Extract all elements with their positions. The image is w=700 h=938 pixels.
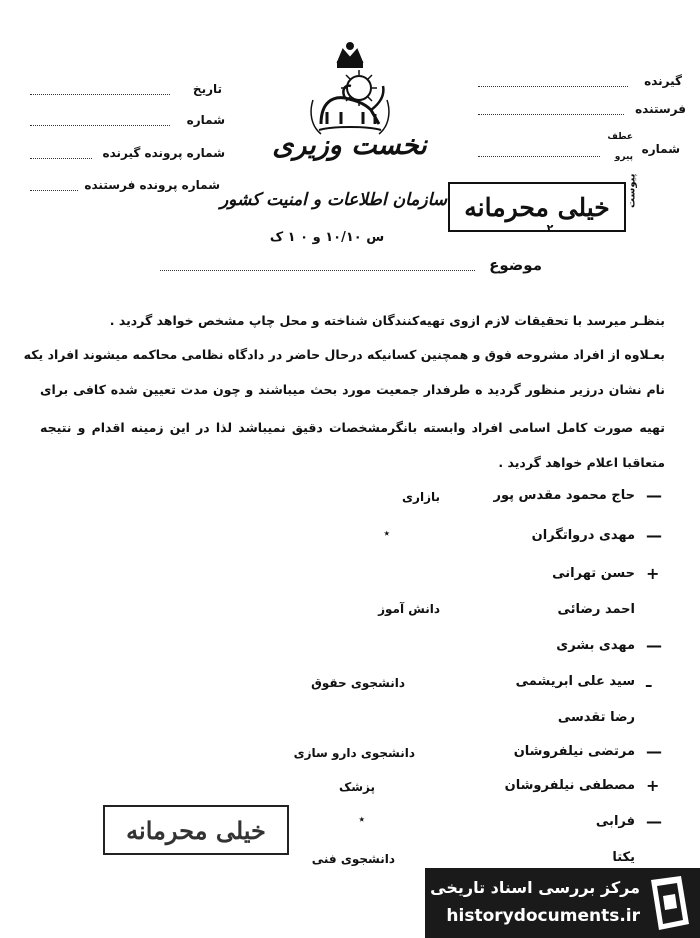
person-name: مهدی بشری <box>556 638 635 653</box>
person-name: مصطفی نیلفروشان <box>504 778 635 793</box>
history-documents-logo-icon <box>647 874 693 932</box>
person-name: احمد رضائی <box>557 602 635 617</box>
date-label: تاریخ <box>192 82 222 96</box>
number-line <box>478 156 600 157</box>
left-number-line <box>30 125 170 126</box>
number-label: شماره <box>641 142 680 156</box>
person-name: فرابی <box>595 814 635 829</box>
person-description: دانشجوی فنی <box>311 852 395 866</box>
subject-line <box>160 270 475 271</box>
organization-name: سازمان اطلاعات و امنیت کشور <box>219 190 447 210</box>
person-name: حسن تهرانی <box>552 566 635 581</box>
list-mark: + <box>646 776 660 795</box>
header-title: نخست وزیری <box>272 130 427 161</box>
person-name: رضا تقدسی <box>557 710 635 725</box>
list-mark: — <box>646 526 662 545</box>
person-name: یکتا <box>612 850 635 865</box>
recipient-label: گیرنده <box>644 74 682 88</box>
watermark-banner <box>425 868 700 938</box>
list-mark: — <box>646 812 662 831</box>
sender-line <box>478 114 624 115</box>
top-confidential-stamp <box>448 182 626 232</box>
attachment-label: پیوست <box>626 173 638 209</box>
body-line-1: بنظـر میرسد با تحقیقات لازم ازوی تهیه‌کنندگان شناخته و محل چاپ مشخص خواهد گردید . <box>109 313 665 328</box>
body-line-5: متعاقبا اعلام خواهد گردید . <box>498 455 665 470</box>
watermark-url: historydocuments.ir <box>446 906 640 926</box>
top-stamp-text: خیلی محرمانه <box>464 192 610 222</box>
list-mark: — <box>646 636 662 655</box>
person-description: ٭ <box>358 812 365 826</box>
date-line <box>30 94 170 95</box>
body-line-3: نام نشان درزیر منظور گردید ه طرفدار جمعیت مورد بحث میباشند و چون مدت تعیین شده کافی برای <box>40 382 665 397</box>
sender-label: فرستنده <box>635 102 686 116</box>
subject-label: موضوع <box>489 256 542 274</box>
person-name: مرتضی نیلفروشان <box>513 744 635 759</box>
bottom-stamp-text: خیلی محرمانه <box>126 815 266 845</box>
bottom-confidential-stamp <box>103 805 289 855</box>
person-description: دانش آموز <box>378 602 440 616</box>
list-mark: + <box>646 564 660 583</box>
body-line-2: بعـلاوه از افراد مشروحه فوق و همچنین کسانیکه درحال حاضر در دادگاه نظامی محاکمه میشوند افراد یکه <box>23 347 665 362</box>
stamp-number: ۲ <box>546 222 554 235</box>
person-description: بازاری <box>402 490 440 504</box>
number-sub-peyro: پیرو <box>614 152 633 162</box>
list-mark: — <box>646 486 662 505</box>
person-name: سید علی ابریشمی <box>515 674 635 689</box>
sender-file-number-label: شماره پرونده فرستنده <box>84 178 220 192</box>
list-mark: ـ <box>646 672 652 691</box>
lion-and-sun-emblem-icon <box>305 40 395 138</box>
person-description: دانشجوی دارو سازی <box>293 746 415 760</box>
watermark-title: مرکز بررسی اسناد تاریخی <box>430 878 640 897</box>
sender-file-number-line <box>30 190 78 191</box>
body-line-4: تهیه صورت کامل اسامی افراد وابسته بانگرمشخصات دقیق نمیباشد لذا در این زمینه اقدام و نتیجه <box>40 420 665 435</box>
person-description: پزشک <box>338 780 375 794</box>
person-description: دانشجوی حقوق <box>311 676 405 690</box>
person-name: حاج محمود مقدس پور <box>493 488 635 503</box>
recipient-file-number-line <box>30 158 92 159</box>
recipient-line <box>478 86 628 87</box>
left-number-label: شماره <box>186 113 225 127</box>
list-mark: — <box>646 742 662 761</box>
number-sub-atf: عطف <box>607 132 633 142</box>
recipient-file-number-label: شماره پرونده گیرنده <box>102 146 225 160</box>
person-name: مهدی درواتگران <box>531 528 635 543</box>
reference-code: س ۱۰/۱۰ و ۰ ۱ ک <box>269 230 385 245</box>
person-description: ٭ <box>383 526 390 540</box>
